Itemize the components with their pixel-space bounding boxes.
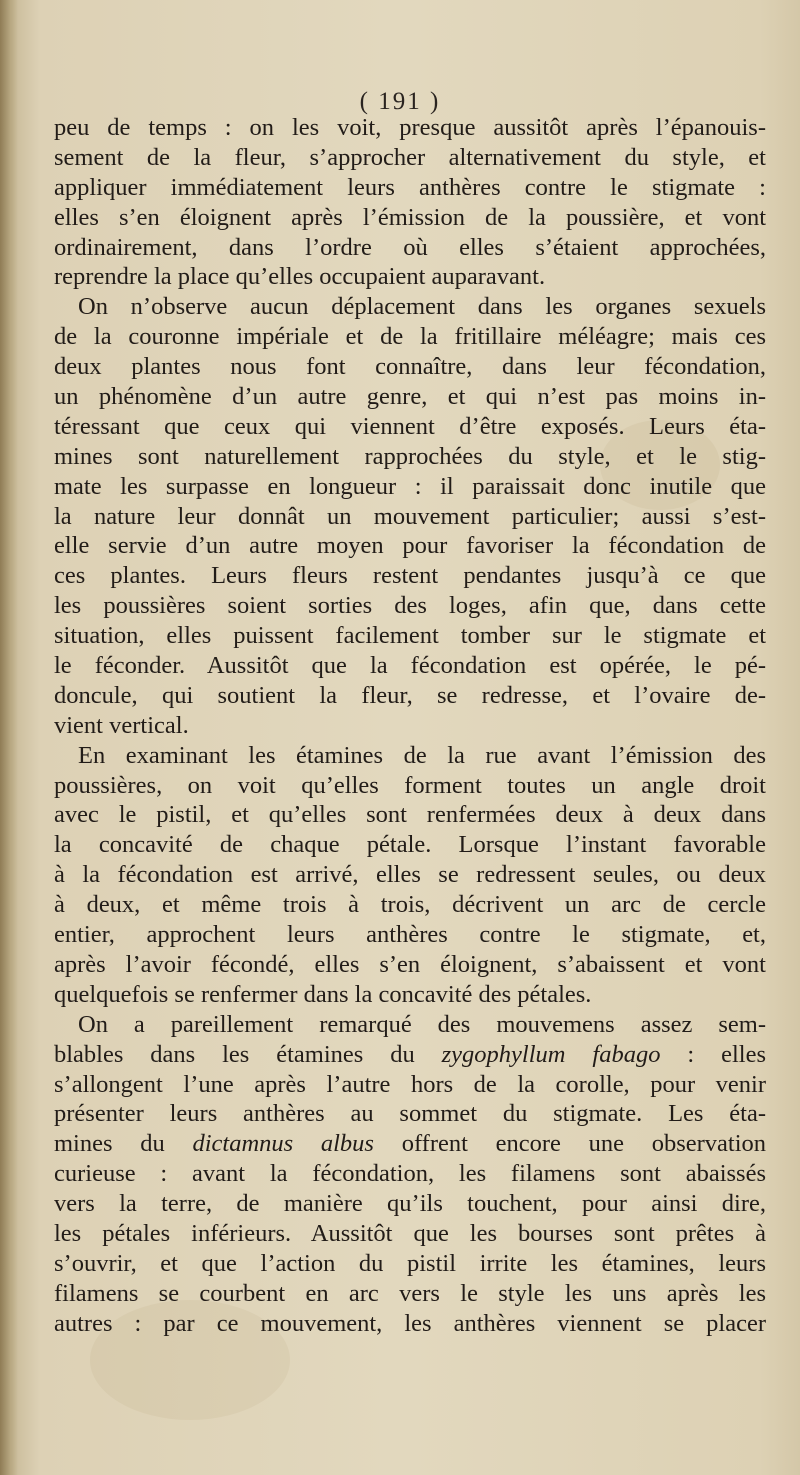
text-line — [54, 113, 766, 143]
text-line — [54, 920, 766, 950]
text-line — [54, 262, 766, 292]
text-line — [54, 1159, 766, 1189]
text-line — [54, 292, 766, 322]
text-line-content: elle servie d’un autre moyen pour favoriser la fécondation de — [54, 532, 766, 560]
text-line-content: ces plantes. Leurs fleurs restent pendantes jusqu’à ce que — [54, 562, 766, 590]
text-line-content: s’allongent l’une après l’autre hors de la corolle, pour venir — [54, 1070, 766, 1098]
text-line-content: de la couronne impériale et de la fritillaire méléagre; mais ces — [54, 323, 766, 351]
text-line — [54, 890, 766, 920]
page-number: ( 191 ) — [359, 88, 441, 115]
text-line-content: le féconder. Aussitôt que la fécondation est opérée, le pé- — [54, 652, 766, 680]
text-line-content: autres : par ce mouvement, les anthères viennent se placer — [54, 1309, 766, 1337]
text-line-content: blables dans les étamines du — [54, 1040, 442, 1068]
text-line — [54, 1040, 766, 1070]
text-line — [54, 1219, 766, 1249]
text-line — [54, 1249, 766, 1279]
text-line-content: après l’avoir fécondé, elles s’en éloignent, s’abaissent et vont — [54, 950, 766, 978]
text-line — [54, 442, 766, 472]
text-line-content: un phénomène d’un autre genre, et qui n’est pas moins in- — [54, 383, 766, 411]
text-line — [54, 233, 766, 263]
text-line-content: situation, elles puissent facilement tomber sur le stigmate et — [54, 622, 766, 650]
text-line — [54, 800, 766, 830]
text-line-content: On n’observe aucun déplacement dans les organes sexuels — [78, 293, 766, 321]
text-line — [54, 173, 766, 203]
text-line — [54, 143, 766, 173]
text-line-tail: : elles — [660, 1040, 766, 1068]
text-line — [54, 1189, 766, 1219]
text-line — [54, 1070, 766, 1100]
page-body-text — [54, 113, 766, 1339]
text-line — [54, 1309, 766, 1339]
text-line-content: poussières, on voit qu’elles forment toutes un angle droit — [54, 771, 766, 799]
text-line-content: vient vertical. — [54, 711, 189, 739]
text-line-content: mines du — [54, 1130, 193, 1158]
text-line-content: sement de la fleur, s’approcher alternativement du style, et — [54, 143, 766, 171]
text-line-content: la nature leur donnât un mouvement particulier; aussi s’est- — [54, 502, 766, 530]
text-line-content: On a pareillement remarqué des mouvemens assez sem- — [78, 1010, 766, 1038]
text-line — [54, 322, 766, 352]
text-line — [54, 561, 766, 591]
text-line-content: les poussières soient sorties des loges, afin que, dans cette — [54, 592, 766, 620]
text-line — [54, 681, 766, 711]
text-line — [54, 950, 766, 980]
text-line — [54, 1129, 766, 1159]
text-line-content: mate les surpasse en longueur : il paraissait donc inutile que — [54, 472, 766, 500]
text-line-content: doncule, qui soutient la fleur, se redresse, et l’ovaire de- — [54, 681, 766, 709]
text-line — [54, 1099, 766, 1129]
text-line — [54, 352, 766, 382]
text-line — [54, 830, 766, 860]
text-line — [54, 860, 766, 890]
text-line-content: s’ouvrir, et que l’action du pistil irrite les étamines, leurs — [54, 1249, 766, 1277]
text-line — [54, 203, 766, 233]
text-line — [54, 502, 766, 532]
text-line-content: vers la terre, de manière qu’ils touchent, pour ainsi dire, — [54, 1190, 766, 1218]
text-line-content: filamens se courbent en arc vers le style les uns après les — [54, 1279, 766, 1307]
italic-term: dictamnus albus — [192, 1130, 374, 1158]
text-line-content: la concavité de chaque pétale. Lorsque l’instant favorable — [54, 831, 766, 859]
text-line — [54, 980, 766, 1010]
text-line-tail: offrent encore une observation — [373, 1130, 766, 1158]
text-line — [54, 711, 766, 741]
italic-term: zygophyllum fabago — [441, 1040, 661, 1068]
text-line — [54, 591, 766, 621]
text-line — [54, 382, 766, 412]
text-line — [54, 412, 766, 442]
text-line — [54, 771, 766, 801]
page-spine-shadow — [0, 0, 18, 1475]
text-line — [54, 621, 766, 651]
text-line-content: En examinant les étamines de la rue avant l’émission des — [78, 741, 766, 769]
text-line-content: téressant que ceux qui viennent d’être exposés. Leurs éta- — [54, 412, 766, 440]
text-line-content: peu de temps : on les voit, presque aussitôt après l’épanouis- — [54, 114, 766, 141]
text-line — [54, 741, 766, 771]
text-line-content: avec le pistil, et qu’elles sont renfermées deux à deux dans — [54, 801, 766, 829]
text-line-content: à deux, et même trois à trois, décrivent un arc de cercle — [54, 891, 766, 919]
text-line-content: présenter leurs anthères au sommet du stigmate. Les éta- — [54, 1100, 766, 1128]
text-line — [54, 651, 766, 681]
text-line-content: quelquefois se renfermer dans la concavité des pétales. — [54, 980, 592, 1008]
text-line-content: deux plantes nous font connaître, dans leur fécondation, — [54, 353, 766, 381]
text-line — [54, 472, 766, 502]
text-line-content: curieuse : avant la fécondation, les filamens sont abaissés — [54, 1160, 766, 1188]
text-line — [54, 1010, 766, 1040]
text-line — [54, 531, 766, 561]
text-line — [54, 1279, 766, 1309]
text-line-content: ordinairement, dans l’ordre où elles s’étaient approchées, — [54, 233, 766, 261]
text-line-content: reprendre la place qu’elles occupaient auparavant. — [54, 263, 546, 291]
text-line-content: entier, approchent leurs anthères contre le stigmate, et, — [54, 921, 766, 949]
text-line-content: elles s’en éloignent après l’émission de la poussière, et vont — [54, 203, 766, 231]
text-line-content: à la fécondation est arrivé, elles se redressent seules, ou deux — [54, 861, 766, 889]
text-line-content: mines sont naturellement rapprochées du style, et le stig- — [54, 442, 766, 470]
text-line-content: appliquer immédiatement leurs anthères contre le stigmate : — [54, 173, 766, 201]
text-line-content: les pétales inférieurs. Aussitôt que les bourses sont prêtes à — [54, 1219, 766, 1247]
